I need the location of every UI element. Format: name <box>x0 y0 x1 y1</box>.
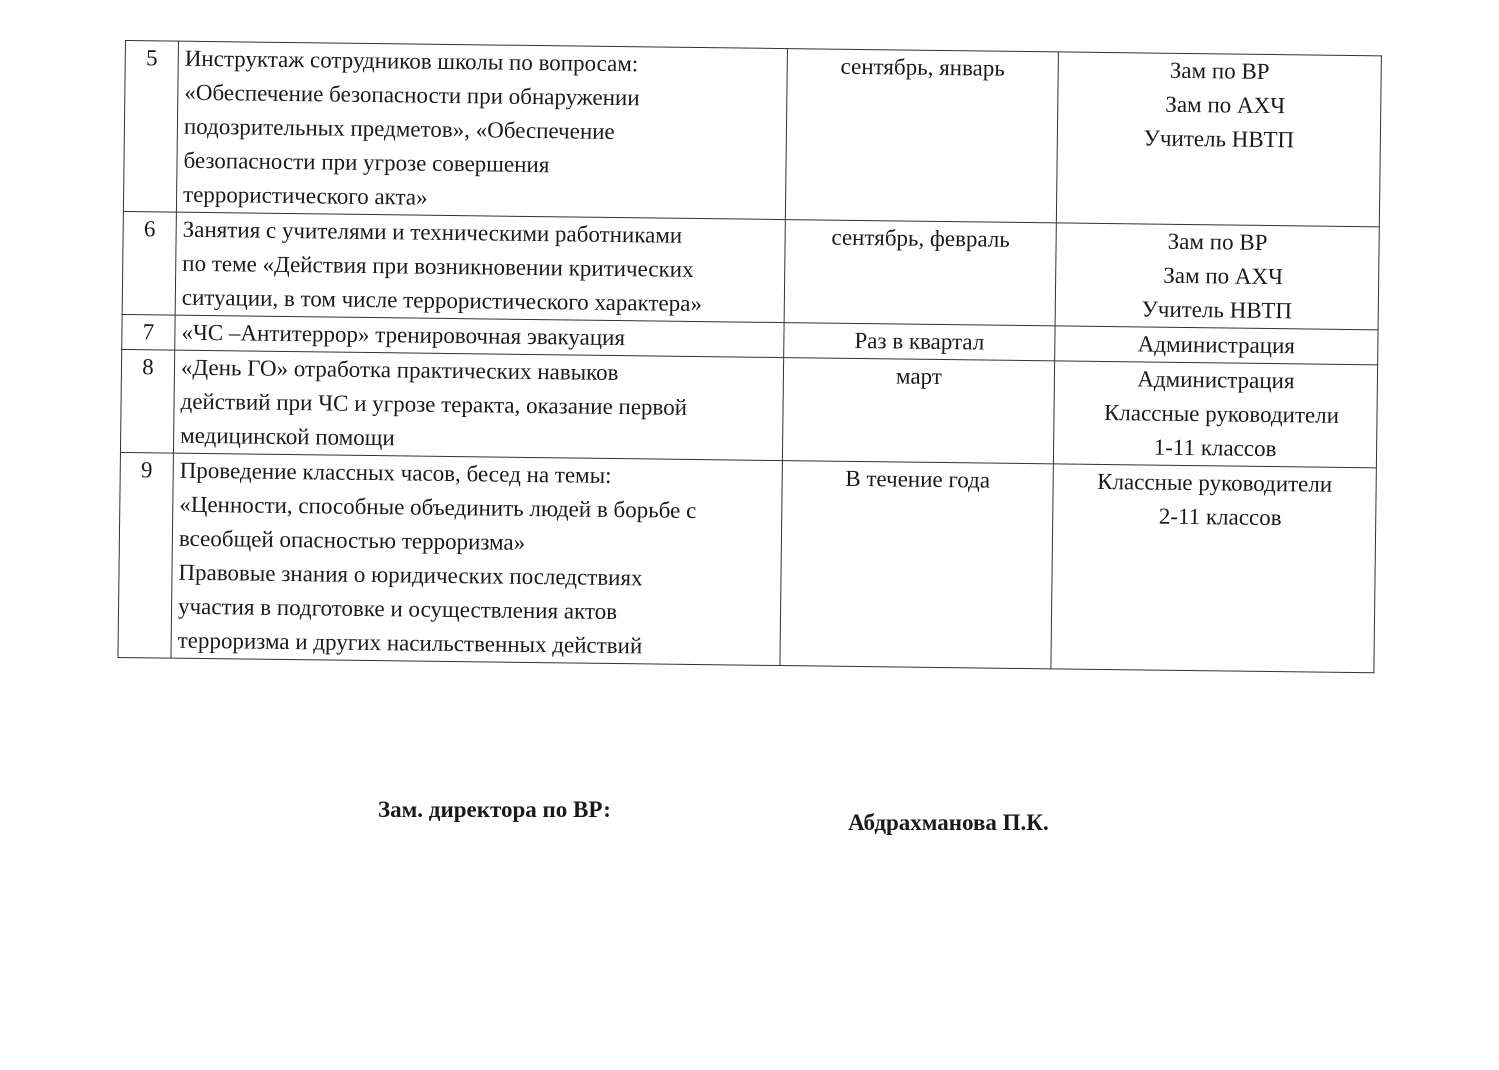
event-cell-line: «День ГО» отработка практических навыков <box>180 354 619 386</box>
event-cell-line: «Обеспечение безопасности при обнаружении <box>184 79 640 111</box>
responsible-cell <box>1051 464 1376 673</box>
activity-table <box>117 40 1381 673</box>
event-cell-line: Занятия с учителями и техническими работниками <box>182 216 683 248</box>
event-cell-line: подозрительных предметов», «Обеспечение <box>183 113 615 144</box>
activity-table-body <box>118 41 1381 673</box>
event-cell-line: всеобщей опасностью терроризма» <box>178 525 526 555</box>
term-cell-line: март <box>895 363 943 390</box>
responsible-cell <box>1055 223 1379 330</box>
event-cell <box>171 453 782 665</box>
signature-name: Абдрахманова П.К. <box>848 810 1049 835</box>
table-row <box>120 349 1377 467</box>
responsible-cell-line: Классные руководители <box>1103 399 1340 428</box>
table-row <box>122 211 1379 329</box>
responsible-cell <box>1055 326 1378 365</box>
event-cell-line: Проведение классных часов, бесед на темы: <box>179 457 612 488</box>
event-cell-line: террористического акта» <box>182 181 428 210</box>
responsible-cell-line: Администрация <box>1137 366 1295 394</box>
event-cell-line: безопасности при угрозе совершения <box>183 147 550 178</box>
responsible-cell-line: Администрация <box>1137 331 1296 359</box>
term-cell <box>785 49 1058 223</box>
table-row <box>123 41 1381 227</box>
row-number: 9 <box>118 452 174 658</box>
responsible-cell-line: Учитель НВТП <box>1143 125 1295 153</box>
responsible-cell-line: Учитель НВТП <box>1141 296 1293 324</box>
event-cell-line: Правовые знания о юридических последствиях <box>178 559 643 591</box>
event-cell-line: Инструктаж сотрудников школы по вопросам: <box>184 45 639 77</box>
term-cell <box>784 323 1055 361</box>
row-number: 6 <box>122 211 176 315</box>
row-number: 7 <box>122 314 175 350</box>
term-cell <box>780 461 1053 669</box>
signature-position: Зам. директора по ВР: <box>378 797 611 822</box>
responsible-cell-line: Зам по АХЧ <box>1163 262 1284 290</box>
event-cell-line: ситуации, в том числе террористического характера» <box>181 284 703 317</box>
event-cell <box>176 41 787 219</box>
term-cell-line: сентябрь, февраль <box>831 224 1010 252</box>
row-number: 5 <box>123 41 178 213</box>
responsible-cell-line: 2-11 классов <box>1158 503 1282 531</box>
event-cell-line: по теме «Действия при возникновении критических <box>182 250 694 282</box>
responsible-cell <box>1056 52 1381 227</box>
event-cell <box>175 212 785 322</box>
responsible-cell-line: Зам по ВР <box>1167 228 1268 255</box>
plan-sheet <box>117 40 1374 673</box>
event-cell-line: участия в подготовке и осуществления актов <box>177 593 618 625</box>
responsible-cell-line: Классные руководители <box>1097 468 1333 497</box>
responsible-cell-line: Зам по ВР <box>1169 57 1270 84</box>
term-cell <box>784 220 1056 326</box>
table-row <box>118 452 1376 672</box>
row-number: 8 <box>120 349 174 453</box>
event-cell-line: терроризма и других насильственных действий <box>177 627 643 659</box>
responsible-cell-line: Зам по АХЧ <box>1165 91 1286 119</box>
term-cell-line: В течение года <box>845 465 991 493</box>
term-cell <box>782 358 1054 464</box>
responsible-cell-line: 1-11 классов <box>1153 434 1277 462</box>
event-cell-line: «Ценности, способные объединить людей в борьбе с <box>179 491 697 524</box>
event-cell-line: медицинской помощи <box>180 422 395 451</box>
term-cell-line: Раз в квартал <box>854 327 985 355</box>
responsible-cell <box>1053 361 1377 468</box>
term-cell-line: сентябрь, январь <box>840 53 1005 81</box>
event-cell <box>173 350 783 460</box>
event-cell-line: действий при ЧС и угрозе теракта, оказание первой <box>180 388 688 420</box>
event-cell-line: «ЧС –Антитеррор» тренировочная эвакуация <box>181 319 626 351</box>
